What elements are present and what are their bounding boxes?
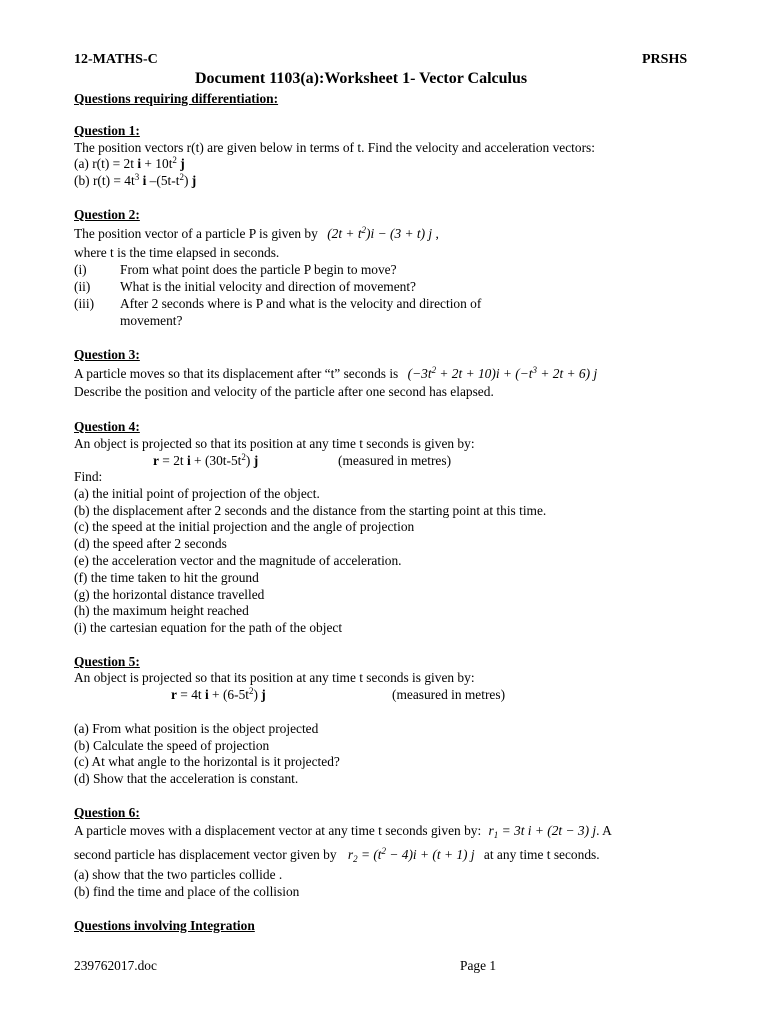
- question-2-item-ii: (ii) What is the initial velocity and direction of movement?: [74, 279, 416, 294]
- question-4-item: (a) the initial point of projection of the object.: [74, 486, 320, 501]
- question-2-where: where t is the time elapsed in seconds.: [74, 245, 280, 260]
- question-4-item: (f) the time taken to hit the ground: [74, 570, 259, 585]
- question-6-label: Question 6:: [74, 805, 140, 820]
- question-4-item: (d) the speed after 2 seconds: [74, 536, 227, 551]
- question-4-item: (e) the acceleration vector and the magnitude of acceleration.: [74, 553, 402, 568]
- question-3-text: A particle moves so that its displacement after “t” seconds is $(-3t^2 + 2t + 10)i + (-t^3 + 2t + 6)$ j: [74, 365, 598, 381]
- page-title: Document 1103(a):Worksheet 1- Vector Calculus: [195, 70, 528, 87]
- question-2-item-iii-cont: movement?: [120, 313, 183, 328]
- question-5-label: Question 5:: [74, 654, 140, 669]
- question-6-equation-1: $r_1 = 3t$ i + (2t − 3) j: [488, 823, 597, 840]
- course-code: 12-MATHS-C: [74, 52, 158, 67]
- question-4-item: (i) the cartesian equation for the path of the object: [74, 620, 343, 635]
- question-4-equation: r = 2t $i + (30t-5t^2)$ j: [153, 452, 259, 468]
- question-5-equation: r = 4t $i + (6-5t^2)$ j: [171, 686, 266, 702]
- school-code: PRSHS: [642, 52, 688, 67]
- question-5-units: (measured in metres): [392, 687, 506, 702]
- question-3-equation: $(-3t^2 + 2t + 10)i + (-t^3 + 2t + 6)$ j: [407, 365, 598, 381]
- section-differentiation-heading: Questions requiring differentiation:: [74, 91, 279, 106]
- footer-filename: 239762017.doc: [74, 958, 157, 973]
- question-1-part-b: (b) $r(t) = 4t^3$ i $-(5t-t^2)$ j: [74, 172, 197, 188]
- question-4-label: Question 4:: [74, 419, 140, 434]
- question-6-line-2: second particle has displacement vector given by $r_2 = (t^2 - 4)i + (t + 1)$ j at any time t seconds.: [74, 846, 600, 864]
- question-4-item: (c) the speed at the initial projection and the angle of projection: [74, 519, 415, 534]
- question-2-item-iii: (iii) After 2 seconds where is P and what is the velocity and direction of: [74, 296, 482, 311]
- question-2-intro: The position vector of a particle P is given by $(2t + t^2)i - (3 + t)$ j ,: [74, 225, 439, 241]
- question-2-equation: $(2t + t^2)i - (3 + t)$ j: [327, 225, 433, 241]
- question-5-item: (b) Calculate the speed of projection: [74, 738, 270, 753]
- section-integration-heading: Questions involving Integration: [74, 918, 255, 933]
- question-3-text-2: Describe the position and velocity of the particle after one second has elapsed.: [74, 384, 494, 399]
- question-4-item: (b) the displacement after 2 seconds and the distance from the starting point at this time.: [74, 503, 547, 518]
- question-3-label: Question 3:: [74, 347, 140, 362]
- question-2-item-i: (i) From what point does the particle P begin to move?: [74, 262, 397, 277]
- question-1-part-a: (a) r(t) = 2t $i + 10t^2$ j: [74, 155, 185, 171]
- question-4-item: (h) the maximum height reached: [74, 603, 249, 618]
- question-4-find: Find:: [74, 469, 103, 484]
- question-6-line-1: A particle moves with a displacement vector at any time t seconds given by: $r_1 = 3t$ i + (2t − 3) j. A: [74, 823, 612, 840]
- question-6-item: (a) show that the two particles collide .: [74, 867, 283, 882]
- question-5-item: (a) From what position is the object projected: [74, 721, 319, 736]
- footer-page-number: Page 1: [460, 958, 497, 973]
- question-6-equation-2: $r_2 = (t^2 - 4)i + (t + 1)$ j: [347, 846, 475, 864]
- question-4-item: (g) the horizontal distance travelled: [74, 587, 265, 602]
- question-6-item: (b) find the time and place of the collision: [74, 884, 300, 899]
- question-4-units: (measured in metres): [338, 453, 452, 468]
- question-2-label: Question 2:: [74, 207, 140, 222]
- question-1-label: Question 1:: [74, 123, 140, 138]
- question-5-text: An object is projected so that its position at any time t seconds is given by:: [74, 670, 475, 685]
- question-5-item: (c) At what angle to the horizontal is it projected?: [74, 754, 340, 769]
- question-5-item: (d) Show that the acceleration is constant.: [74, 771, 299, 786]
- question-4-text: An object is projected so that its position at any time t seconds is given by:: [74, 436, 475, 451]
- question-1-text: The position vectors r(t) are given below in terms of t. Find the velocity and acceleration vectors:: [74, 140, 595, 155]
